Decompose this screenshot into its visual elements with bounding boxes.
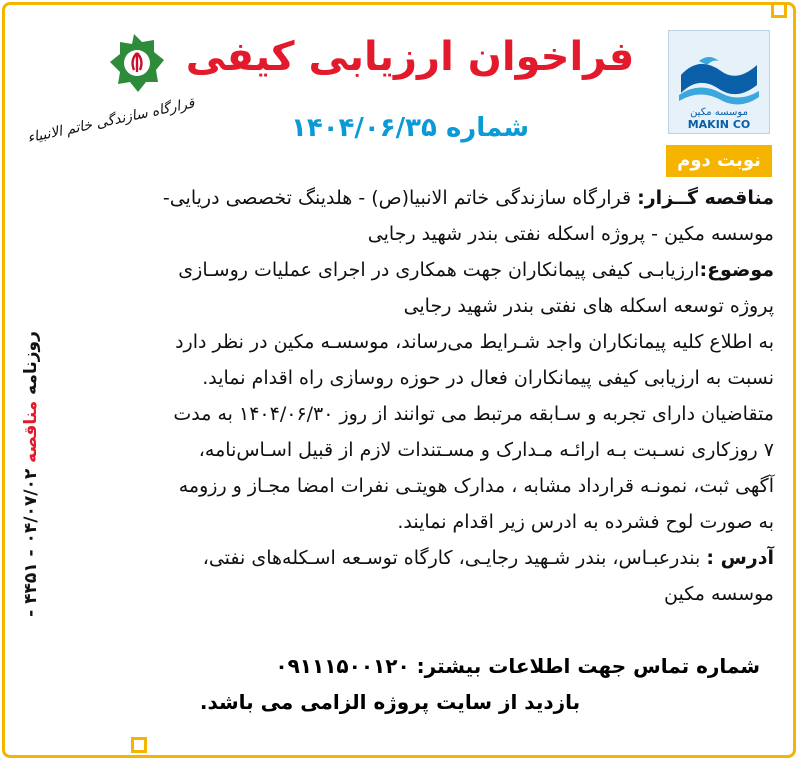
address-text: بندرعبـاس، بندر شـهید رجایـی، کارگاه توسـعه اسـکله‌های نفتی، <box>202 547 707 569</box>
body-line-9: آگهی ثبت، نمونـه قرارداد مشابه ، مدارک هویتـی نفرات امضا مجـاز و رزومه <box>178 475 774 497</box>
body-line-2: موسسه مکین - پروژه اسکله نفتی بندر شهید رجایی <box>367 223 774 245</box>
frame-corner-bottom-left <box>131 737 147 753</box>
tender-holder-label: مناقصه گــزار: <box>637 187 774 209</box>
body-line-4: پروژه توسعه اسکله های نفتی بندر شهید رجایی <box>403 295 774 317</box>
subject-line <box>52 252 774 288</box>
tender-holder-text: قرارگاه سازندگی خاتم الانبیا(ص) - هلدینگ تخصصی دریایی- <box>162 187 638 209</box>
body-line-12: موسسه مکین <box>664 583 774 605</box>
round-badge: نوبت دوم <box>666 145 772 177</box>
site-visit-note: بازدید از سایت پروژه الزامی می باشد. <box>199 690 581 714</box>
makin-name-fa: موسسه مکین <box>690 107 748 118</box>
wave-icon <box>669 31 769 133</box>
contact-label: شماره تماس جهت اطلاعات بیشتر: <box>416 654 760 678</box>
newspaper-issue-text <box>12 329 50 619</box>
subject-label: موضوع: <box>699 259 774 281</box>
paper-name: مناقصه <box>21 400 41 463</box>
makin-name-en: MAKIN CO <box>687 118 751 131</box>
body-line-7: متقاضیان دارای تجربه و سـابقه مرتبط می توانند از روز ۱۴۰۴/۰۶/۳۰ به مدت <box>173 403 774 425</box>
makin-logo <box>668 30 770 134</box>
body-line-8: ۷ روزکاری نسـبت بـه ارائـه مـدارک و مسـتندات لازم از قبیل اسـاس‌نامه، <box>198 439 774 461</box>
body-line-6: نسبت به ارزیابی کیفی پیمانکاران فعال در حوزه روسازی راه اقدام نماید. <box>202 367 774 389</box>
frame-corner-top-right <box>771 2 787 18</box>
notice-number: شماره ۱۴۰۴/۰۶/۳۵ <box>290 113 530 143</box>
contact-phone: ۰۹۱۱۱۵۰۰۱۲۰ <box>275 654 410 678</box>
paper-label: روزنامه <box>21 331 41 395</box>
issue-info: ۰۴/۰۷/۰۲ - ۴۴۵۱ - <box>21 468 41 617</box>
notice-body <box>52 180 774 612</box>
page-title: فراخوان ارزیابی کیفی <box>185 34 635 80</box>
newspaper-sidebar <box>6 320 44 630</box>
body-line-10: به صورت لوح فشرده به ادرس زیر اقدام نمایند. <box>397 511 774 533</box>
khatam-name: قرارگاه سازندگی خاتم الانبیاء <box>26 95 196 147</box>
body-line-5: به اطلاع کلیه پیمانکاران واجد شـرایط می‌رساند، موسسـه مکین در نظر دارد <box>175 331 774 353</box>
subject-text: ارزیابـی کیفی پیمانکاران جهت همکاری در اجرای عملیات روسـازی <box>178 259 700 281</box>
emblem-icon <box>110 34 164 92</box>
tender-holder-line <box>52 180 774 216</box>
address-label: آدرس : <box>706 547 774 569</box>
contact-line <box>200 648 760 684</box>
address-line <box>52 540 774 576</box>
